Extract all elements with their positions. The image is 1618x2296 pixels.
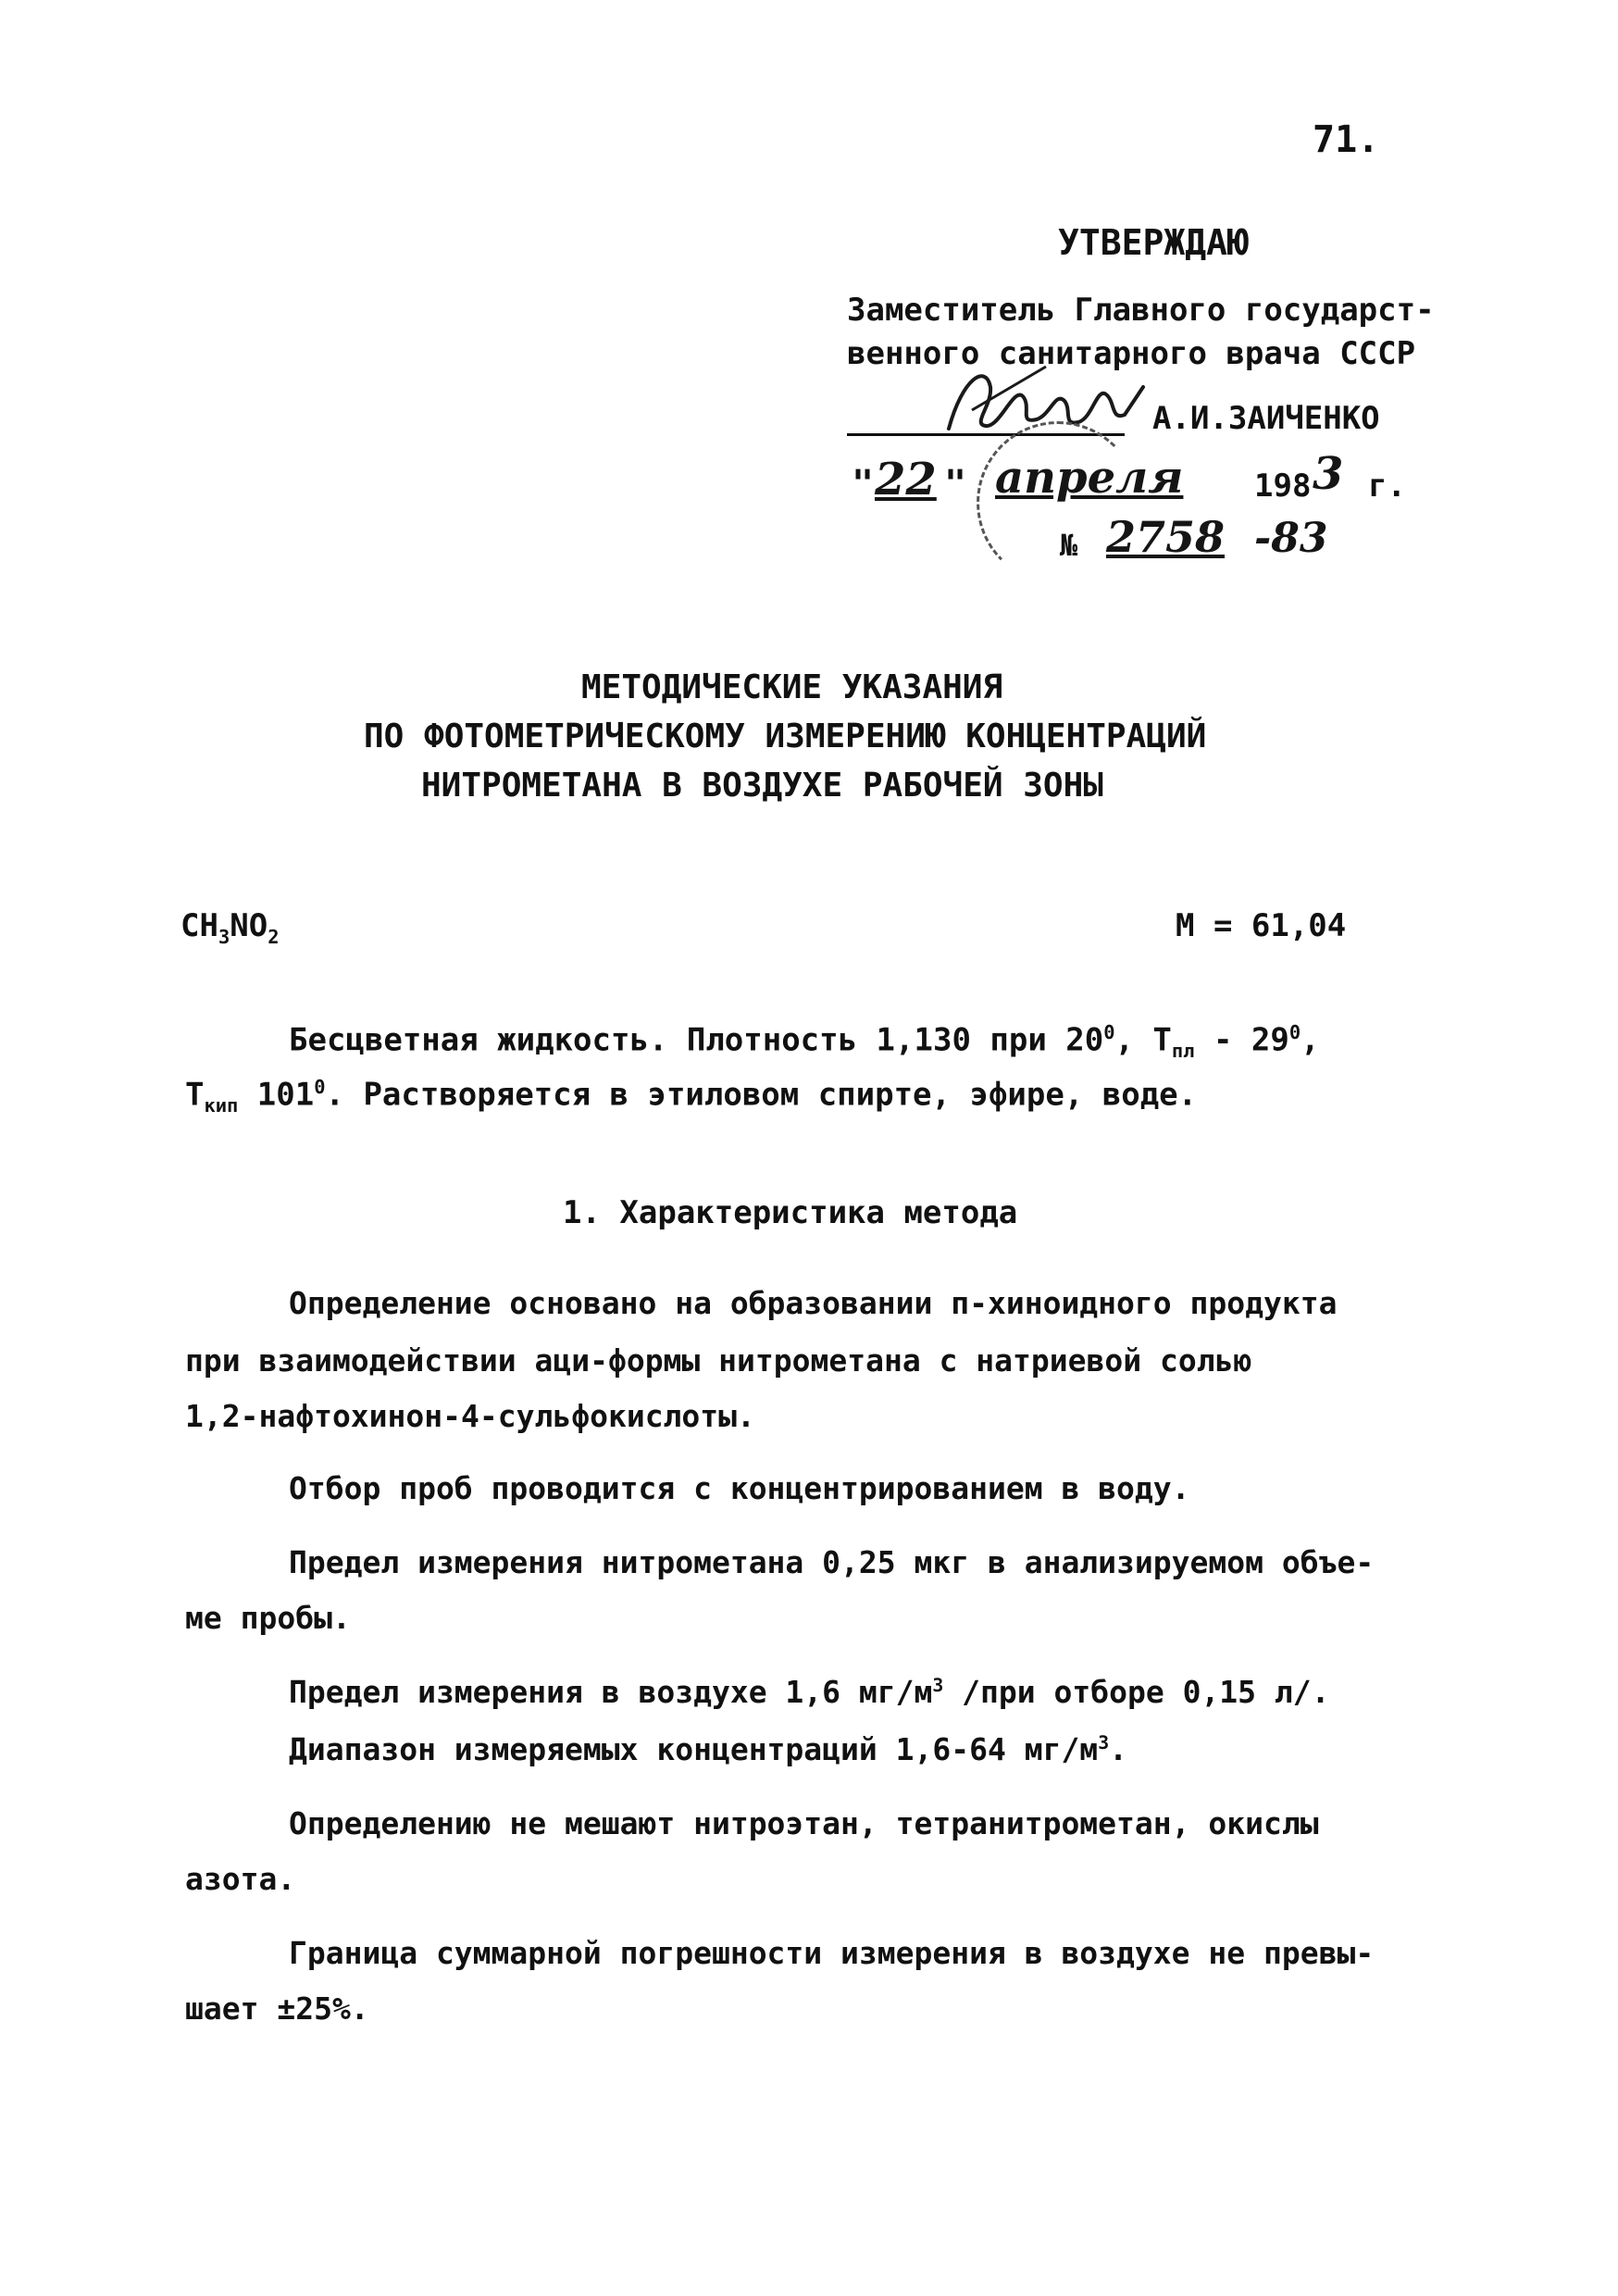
section-1-p6-line-1: Определению не мешают нитроэтан, тетранитрометан, окислы [289, 1805, 1319, 1841]
title-line-1: МЕТОДИЧЕСКИЕ УКАЗАНИЯ [581, 668, 1003, 706]
section-1-p1-line-2: при взаимодействии аци-формы нитрометана с натриевой солью [185, 1342, 1252, 1379]
p5-text-a: Диапазон измеряемых концентраций 1,6-64 мг/м [289, 1731, 1099, 1767]
date-quote-open: " [852, 463, 875, 505]
title-line-2: ПО ФОТОМЕТРИЧЕСКОМУ ИЗМЕРЕНИЮ КОНЦЕНТРАЦИЙ [364, 718, 1207, 755]
section-1-p1-line-1: Определение основано на образовании п-хиноидного продукта [289, 1285, 1338, 1321]
section-1-p7-line-2: шает ±25%. [185, 1990, 369, 2027]
date-year-digit: 3 [1313, 448, 1344, 500]
molar-mass: M = 61,04 [1176, 907, 1347, 944]
section-1-p3-line-1: Предел измерения нитрометана 0,25 мкг в анализируемом объе- [289, 1544, 1375, 1580]
section-1-p2: Отбор проб проводится с концентрированием в воду. [289, 1470, 1190, 1506]
t-kip-sub: кип [204, 1094, 239, 1117]
p5-text-b: . [1109, 1731, 1127, 1767]
formula-o-sub: 2 [268, 925, 280, 948]
approver-name: А.И.ЗАИЧЕНКО [1152, 400, 1380, 437]
p4-text-b: /при отборе 0,15 л/. [943, 1674, 1330, 1710]
p5-sup: 3 [1098, 1732, 1110, 1753]
title-line-3: НИТРОМЕТАНА В ВОЗДУХЕ РАБОЧЕЙ ЗОНЫ [421, 767, 1103, 805]
date-day: 22 [875, 454, 937, 505]
t-kip: Т [185, 1076, 205, 1114]
approval-line-1: Заместитель Главного государст- [847, 292, 1435, 329]
p4-sup: 3 [932, 1675, 944, 1696]
approval-heading: УТВЕРЖДАЮ [1058, 222, 1249, 263]
approval-number-suffix: -83 [1254, 515, 1328, 562]
approval-number-value: 2758 [1106, 512, 1226, 562]
degree-sup-3: 0 [314, 1076, 326, 1098]
date-quote-close: " [944, 463, 967, 505]
formula-no: NO [230, 907, 268, 944]
formula-h-sub: 3 [218, 925, 230, 948]
section-1-p4 [289, 1674, 1330, 1710]
chemical-formula [180, 907, 279, 948]
degree-sup: 0 [1103, 1021, 1115, 1043]
properties-text-f: . Растворяется в этиловом спирте, эфире, воде. [325, 1076, 1198, 1114]
properties-text-a: Бесцветная жидкость. Плотность 1,130 при 20 [289, 1021, 1104, 1059]
section-1-p3-line-2: ме пробы. [185, 1600, 351, 1636]
date-year-prefix: 198 [1254, 468, 1312, 505]
section-1-p5 [289, 1731, 1127, 1767]
properties-text-c: - 29 [1194, 1021, 1289, 1059]
p4-text-a: Предел измерения в воздухе 1,6 мг/м [289, 1674, 933, 1710]
approval-number-sign: № [1060, 528, 1078, 563]
degree-sup-2: 0 [1288, 1021, 1301, 1043]
t-pl-sub: пл [1171, 1040, 1195, 1063]
properties-text-d: , [1301, 1021, 1320, 1059]
section-1-p7-line-1: Граница суммарной погрешности измерения в воздухе не превы- [289, 1935, 1375, 1971]
section-1-heading: 1. Характеристика метода [563, 1194, 1018, 1231]
formula-ch: CH [180, 907, 218, 944]
properties-line-1 [289, 1021, 1320, 1062]
properties-text-e: 101 [238, 1076, 315, 1114]
date-month: апреля [995, 452, 1184, 504]
stamp-arc [977, 421, 1139, 584]
properties-text-b: , Т [1114, 1021, 1172, 1059]
approval-line-2: венного санитарного врача СССР [847, 335, 1416, 372]
page-number: 71. [1313, 119, 1380, 161]
properties-line-2 [185, 1076, 1197, 1117]
date-year-suffix: г. [1368, 468, 1406, 505]
section-1-p1-line-3: 1,2-нафтохинон-4-сульфокислоты. [185, 1398, 755, 1434]
section-1-p6-line-2: азота. [185, 1861, 296, 1897]
